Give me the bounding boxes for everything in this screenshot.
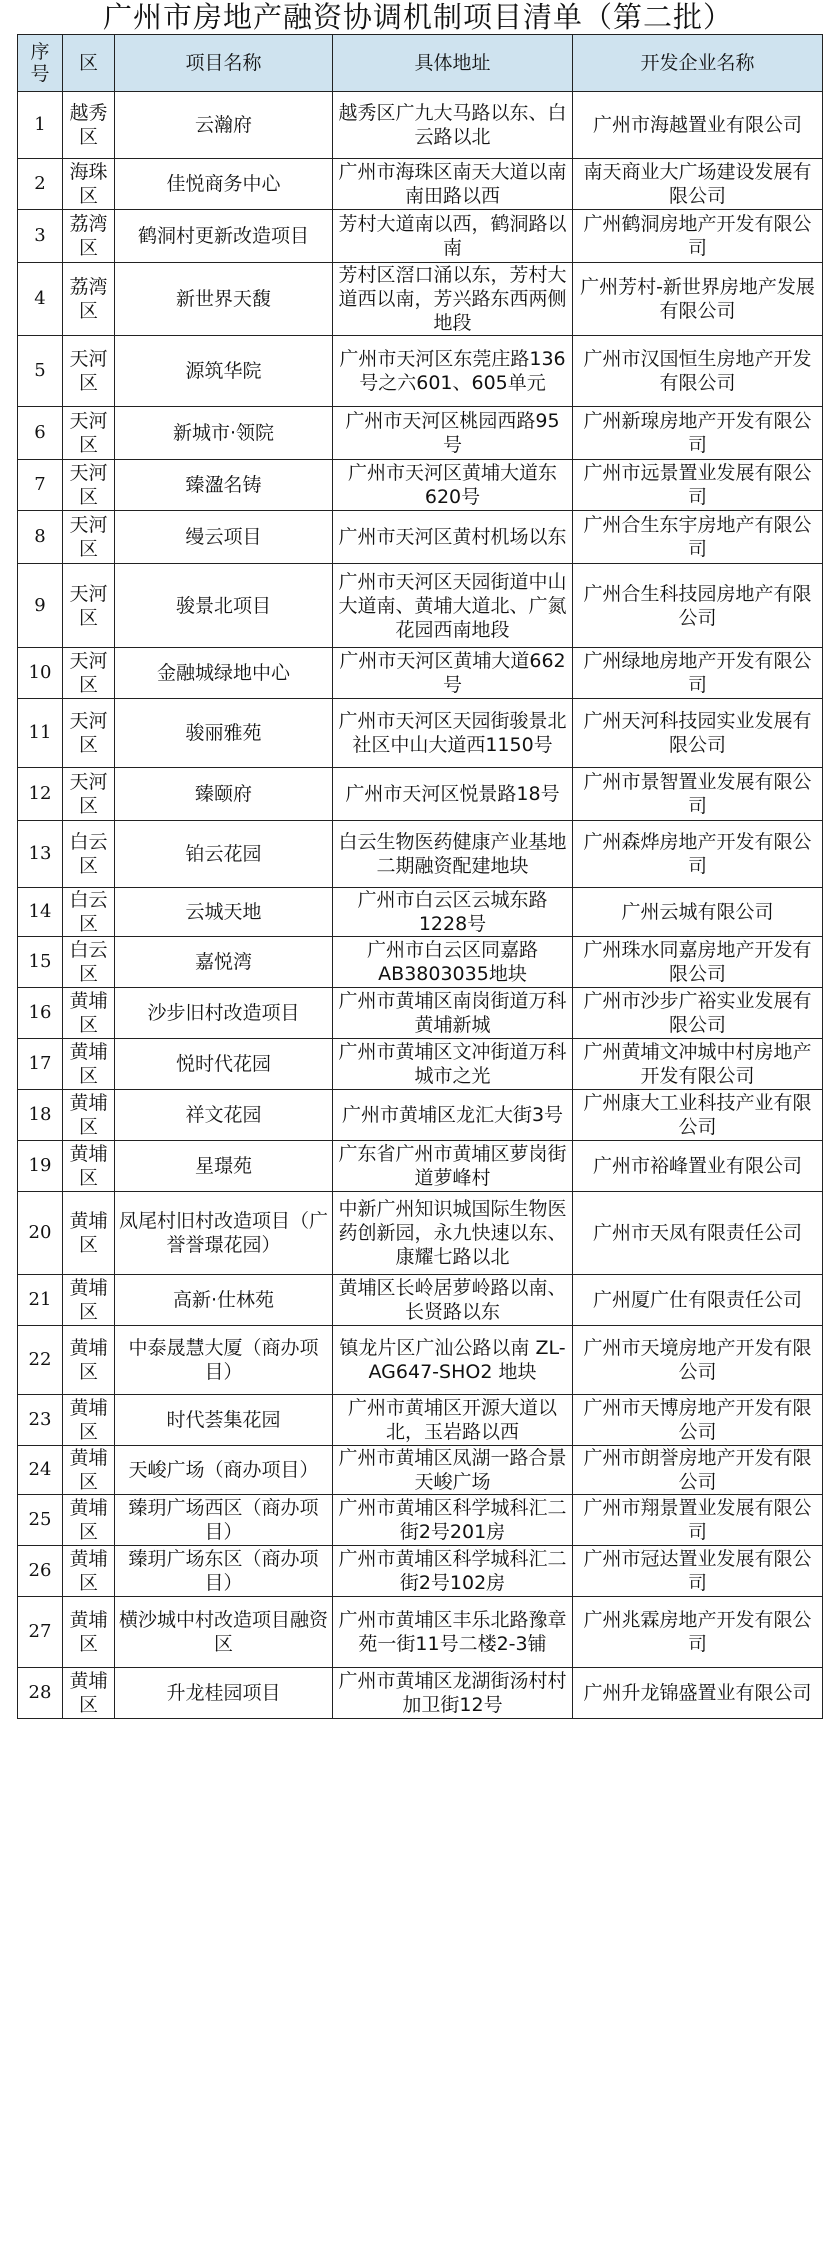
cell-address: 广州市白云区云城东路1228号 bbox=[333, 888, 573, 937]
cell-no: 6 bbox=[18, 407, 63, 460]
cell-no: 25 bbox=[18, 1495, 63, 1546]
cell-district: 黄埔区 bbox=[63, 1597, 115, 1668]
table-header-row bbox=[18, 35, 823, 92]
cell-district: 天河区 bbox=[63, 768, 115, 821]
cell-company: 南天商业大广场建设发展有限公司 bbox=[573, 159, 823, 210]
cell-project-name: 祥文花园 bbox=[115, 1090, 333, 1141]
cell-company: 广州市裕峰置业有限公司 bbox=[573, 1141, 823, 1192]
cell-project-name: 臻玥广场西区（商办项目） bbox=[115, 1495, 333, 1546]
cell-address: 广州市黄埔区龙汇大街3号 bbox=[333, 1090, 573, 1141]
table-row bbox=[18, 263, 823, 336]
cell-company: 广州芳村-新世界房地产发展有限公司 bbox=[573, 263, 823, 336]
cell-address: 广州市黄埔区科学城科汇二街2号201房 bbox=[333, 1495, 573, 1546]
cell-project-name: 骏丽雅苑 bbox=[115, 699, 333, 768]
table-row bbox=[18, 92, 823, 159]
table-row bbox=[18, 1090, 823, 1141]
table-row bbox=[18, 460, 823, 511]
cell-no: 22 bbox=[18, 1326, 63, 1395]
cell-company: 广州市天凤有限责任公司 bbox=[573, 1192, 823, 1275]
cell-project-name: 云城天地 bbox=[115, 888, 333, 937]
table-row bbox=[18, 1039, 823, 1090]
cell-no: 13 bbox=[18, 821, 63, 888]
table-row bbox=[18, 1395, 823, 1446]
cell-district: 天河区 bbox=[63, 336, 115, 407]
cell-project-name: 臻玥广场东区（商办项目） bbox=[115, 1546, 333, 1597]
cell-address: 广州市天河区悦景路18号 bbox=[333, 768, 573, 821]
cell-company: 广州云城有限公司 bbox=[573, 888, 823, 937]
table-row bbox=[18, 937, 823, 988]
cell-district: 黄埔区 bbox=[63, 1275, 115, 1326]
cell-company: 广州森烨房地产开发有限公司 bbox=[573, 821, 823, 888]
cell-district: 黄埔区 bbox=[63, 1039, 115, 1090]
table-row bbox=[18, 888, 823, 937]
table-row bbox=[18, 1326, 823, 1395]
cell-project-name: 金融城绿地中心 bbox=[115, 648, 333, 699]
cell-project-name: 佳悦商务中心 bbox=[115, 159, 333, 210]
cell-company: 广州兆霖房地产开发有限公司 bbox=[573, 1597, 823, 1668]
cell-district: 黄埔区 bbox=[63, 1326, 115, 1395]
cell-project-name: 悦时代花园 bbox=[115, 1039, 333, 1090]
cell-no: 24 bbox=[18, 1446, 63, 1495]
cell-address: 广州市天河区黄埔大道662号 bbox=[333, 648, 573, 699]
cell-district: 黄埔区 bbox=[63, 1192, 115, 1275]
cell-address: 广州市天河区黄埔大道东620号 bbox=[333, 460, 573, 511]
cell-company: 广州市翔景置业发展有限公司 bbox=[573, 1495, 823, 1546]
table-row bbox=[18, 1495, 823, 1546]
cell-project-name: 缦云项目 bbox=[115, 511, 333, 564]
table-row bbox=[18, 768, 823, 821]
cell-address: 广州市白云区同嘉路AB3803035地块 bbox=[333, 937, 573, 988]
cell-no: 26 bbox=[18, 1546, 63, 1597]
table-row bbox=[18, 699, 823, 768]
cell-project-name: 骏景北项目 bbox=[115, 564, 333, 648]
cell-company: 广州市天博房地产开发有限公司 bbox=[573, 1395, 823, 1446]
cell-company: 广州厦广仕有限责任公司 bbox=[573, 1275, 823, 1326]
cell-company: 广州市远景置业发展有限公司 bbox=[573, 460, 823, 511]
cell-no: 10 bbox=[18, 648, 63, 699]
cell-district: 黄埔区 bbox=[63, 1395, 115, 1446]
page-title: 广州市房地产融资协调机制项目清单（第二批） bbox=[102, 0, 733, 34]
cell-company: 广州市天境房地产开发有限公司 bbox=[573, 1326, 823, 1395]
cell-no: 9 bbox=[18, 564, 63, 648]
cell-no: 7 bbox=[18, 460, 63, 511]
cell-project-name: 云瀚府 bbox=[115, 92, 333, 159]
table-row bbox=[18, 648, 823, 699]
cell-no: 18 bbox=[18, 1090, 63, 1141]
cell-address: 镇龙片区广汕公路以南 ZL-AG647-SHO2 地块 bbox=[333, 1326, 573, 1395]
cell-project-name: 臻溋名铸 bbox=[115, 460, 333, 511]
cell-project-name: 新城市·领院 bbox=[115, 407, 333, 460]
cell-no: 5 bbox=[18, 336, 63, 407]
table-body bbox=[18, 92, 823, 1719]
cell-project-name: 嘉悦湾 bbox=[115, 937, 333, 988]
cell-district: 黄埔区 bbox=[63, 1495, 115, 1546]
cell-district: 海珠区 bbox=[63, 159, 115, 210]
cell-company: 广州绿地房地产开发有限公司 bbox=[573, 648, 823, 699]
cell-company: 广州市景智置业发展有限公司 bbox=[573, 768, 823, 821]
table-row bbox=[18, 1141, 823, 1192]
cell-company: 广州珠水同嘉房地产开发有限公司 bbox=[573, 937, 823, 988]
cell-no: 11 bbox=[18, 699, 63, 768]
cell-company: 广州康大工业科技产业有限公司 bbox=[573, 1090, 823, 1141]
cell-no: 12 bbox=[18, 768, 63, 821]
cell-address: 广州市天河区桃园西路95号 bbox=[333, 407, 573, 460]
cell-no: 20 bbox=[18, 1192, 63, 1275]
cell-project-name: 中泰晟慧大厦（商办项目） bbox=[115, 1326, 333, 1395]
cell-address: 广州市黄埔区丰乐北路豫章苑一街11号二楼2-3铺 bbox=[333, 1597, 573, 1668]
table-row bbox=[18, 1275, 823, 1326]
cell-no: 21 bbox=[18, 1275, 63, 1326]
table-row bbox=[18, 159, 823, 210]
cell-address: 广州市天河区黄村机场以东 bbox=[333, 511, 573, 564]
cell-address: 广东省广州市黄埔区萝岗街道萝峰村 bbox=[333, 1141, 573, 1192]
cell-district: 黄埔区 bbox=[63, 1546, 115, 1597]
cell-company: 广州新瑔房地产开发有限公司 bbox=[573, 407, 823, 460]
cell-no: 1 bbox=[18, 92, 63, 159]
cell-address: 广州市黄埔区科学城科汇二街2号102房 bbox=[333, 1546, 573, 1597]
table-row bbox=[18, 336, 823, 407]
cell-district: 天河区 bbox=[63, 407, 115, 460]
cell-no: 14 bbox=[18, 888, 63, 937]
cell-company: 广州市朗誉房地产开发有限公司 bbox=[573, 1446, 823, 1495]
table-row bbox=[18, 1668, 823, 1719]
cell-address: 白云生物医药健康产业基地二期融资配建地块 bbox=[333, 821, 573, 888]
cell-company: 广州鹤洞房地产开发有限公司 bbox=[573, 210, 823, 263]
cell-address: 广州市天河区天园街骏景北社区中山大道西1150号 bbox=[333, 699, 573, 768]
cell-no: 2 bbox=[18, 159, 63, 210]
cell-no: 27 bbox=[18, 1597, 63, 1668]
table-row bbox=[18, 407, 823, 460]
cell-project-name: 天峻广场（商办项目） bbox=[115, 1446, 333, 1495]
cell-address: 芳村区滘口涌以东，芳村大道西以南，芳兴路东西两侧地段 bbox=[333, 263, 573, 336]
cell-district: 白云区 bbox=[63, 821, 115, 888]
table-row bbox=[18, 1192, 823, 1275]
cell-address: 芳村大道南以西，鹤洞路以南 bbox=[333, 210, 573, 263]
cell-address: 广州市天河区东莞庄路136号之六601、605单元 bbox=[333, 336, 573, 407]
cell-company: 广州合生东宇房地产有限公司 bbox=[573, 511, 823, 564]
cell-project-name: 凤尾村旧村改造项目（广誉誉璟花园） bbox=[115, 1192, 333, 1275]
cell-company: 广州市沙步广裕实业发展有限公司 bbox=[573, 988, 823, 1039]
cell-project-name: 升龙桂园项目 bbox=[115, 1668, 333, 1719]
header-address: 具体地址 bbox=[333, 35, 573, 92]
table-row bbox=[18, 1446, 823, 1495]
cell-address: 广州市黄埔区南岗街道万科黄埔新城 bbox=[333, 988, 573, 1039]
header-no: 序号 bbox=[18, 35, 63, 92]
cell-company: 广州升龙锦盛置业有限公司 bbox=[573, 1668, 823, 1719]
header-name: 项目名称 bbox=[115, 35, 333, 92]
cell-company: 广州市冠达置业发展有限公司 bbox=[573, 1546, 823, 1597]
cell-district: 荔湾区 bbox=[63, 263, 115, 336]
cell-no: 28 bbox=[18, 1668, 63, 1719]
cell-no: 8 bbox=[18, 511, 63, 564]
cell-project-name: 鹤洞村更新改造项目 bbox=[115, 210, 333, 263]
cell-project-name: 铂云花园 bbox=[115, 821, 333, 888]
cell-project-name: 横沙城中村改造项目融资区 bbox=[115, 1597, 333, 1668]
header-company: 开发企业名称 bbox=[573, 35, 823, 92]
table-row bbox=[18, 821, 823, 888]
cell-project-name: 沙步旧村改造项目 bbox=[115, 988, 333, 1039]
cell-no: 23 bbox=[18, 1395, 63, 1446]
cell-district: 黄埔区 bbox=[63, 1446, 115, 1495]
cell-no: 15 bbox=[18, 937, 63, 988]
cell-company: 广州天河科技园实业发展有限公司 bbox=[573, 699, 823, 768]
cell-project-name: 臻颐府 bbox=[115, 768, 333, 821]
cell-district: 白云区 bbox=[63, 937, 115, 988]
cell-district: 黄埔区 bbox=[63, 988, 115, 1039]
project-table bbox=[17, 34, 823, 1719]
cell-address: 广州市海珠区南天大道以南南田路以西 bbox=[333, 159, 573, 210]
cell-no: 4 bbox=[18, 263, 63, 336]
cell-district: 黄埔区 bbox=[63, 1668, 115, 1719]
table-row bbox=[18, 988, 823, 1039]
cell-district: 白云区 bbox=[63, 888, 115, 937]
cell-address: 广州市黄埔区凤湖一路合景天峻广场 bbox=[333, 1446, 573, 1495]
cell-address: 中新广州知识城国际生物医药创新园，永九快速以东、康耀七路以北 bbox=[333, 1192, 573, 1275]
cell-district: 荔湾区 bbox=[63, 210, 115, 263]
cell-address: 广州市黄埔区文冲街道万科城市之光 bbox=[333, 1039, 573, 1090]
cell-no: 19 bbox=[18, 1141, 63, 1192]
cell-district: 越秀区 bbox=[63, 92, 115, 159]
table-row bbox=[18, 511, 823, 564]
table-row bbox=[18, 210, 823, 263]
cell-company: 广州市汉国恒生房地产开发有限公司 bbox=[573, 336, 823, 407]
cell-project-name: 高新·仕林苑 bbox=[115, 1275, 333, 1326]
cell-address: 广州市黄埔区龙湖街汤村村加卫街12号 bbox=[333, 1668, 573, 1719]
cell-address: 广州市天河区天园街道中山大道南、黄埔大道北、广氮花园西南地段 bbox=[333, 564, 573, 648]
cell-district: 天河区 bbox=[63, 564, 115, 648]
cell-district: 黄埔区 bbox=[63, 1141, 115, 1192]
table-row bbox=[18, 1597, 823, 1668]
cell-project-name: 时代荟集花园 bbox=[115, 1395, 333, 1446]
cell-no: 3 bbox=[18, 210, 63, 263]
cell-company: 广州黄埔文冲城中村房地产开发有限公司 bbox=[573, 1039, 823, 1090]
table-row bbox=[18, 564, 823, 648]
cell-address: 黄埔区长岭居萝岭路以南、长贤路以东 bbox=[333, 1275, 573, 1326]
cell-address: 广州市黄埔区开源大道以北，玉岩路以西 bbox=[333, 1395, 573, 1446]
cell-company: 广州合生科技园房地产有限公司 bbox=[573, 564, 823, 648]
cell-no: 17 bbox=[18, 1039, 63, 1090]
cell-district: 天河区 bbox=[63, 648, 115, 699]
cell-district: 黄埔区 bbox=[63, 1090, 115, 1141]
cell-project-name: 新世界天馥 bbox=[115, 263, 333, 336]
cell-project-name: 源筑华院 bbox=[115, 336, 333, 407]
cell-address: 越秀区广九大马路以东、白云路以北 bbox=[333, 92, 573, 159]
cell-project-name: 星璟苑 bbox=[115, 1141, 333, 1192]
cell-no: 16 bbox=[18, 988, 63, 1039]
cell-company: 广州市海越置业有限公司 bbox=[573, 92, 823, 159]
cell-district: 天河区 bbox=[63, 460, 115, 511]
cell-district: 天河区 bbox=[63, 511, 115, 564]
table-row bbox=[18, 1546, 823, 1597]
cell-district: 天河区 bbox=[63, 699, 115, 768]
header-district: 区 bbox=[63, 35, 115, 92]
